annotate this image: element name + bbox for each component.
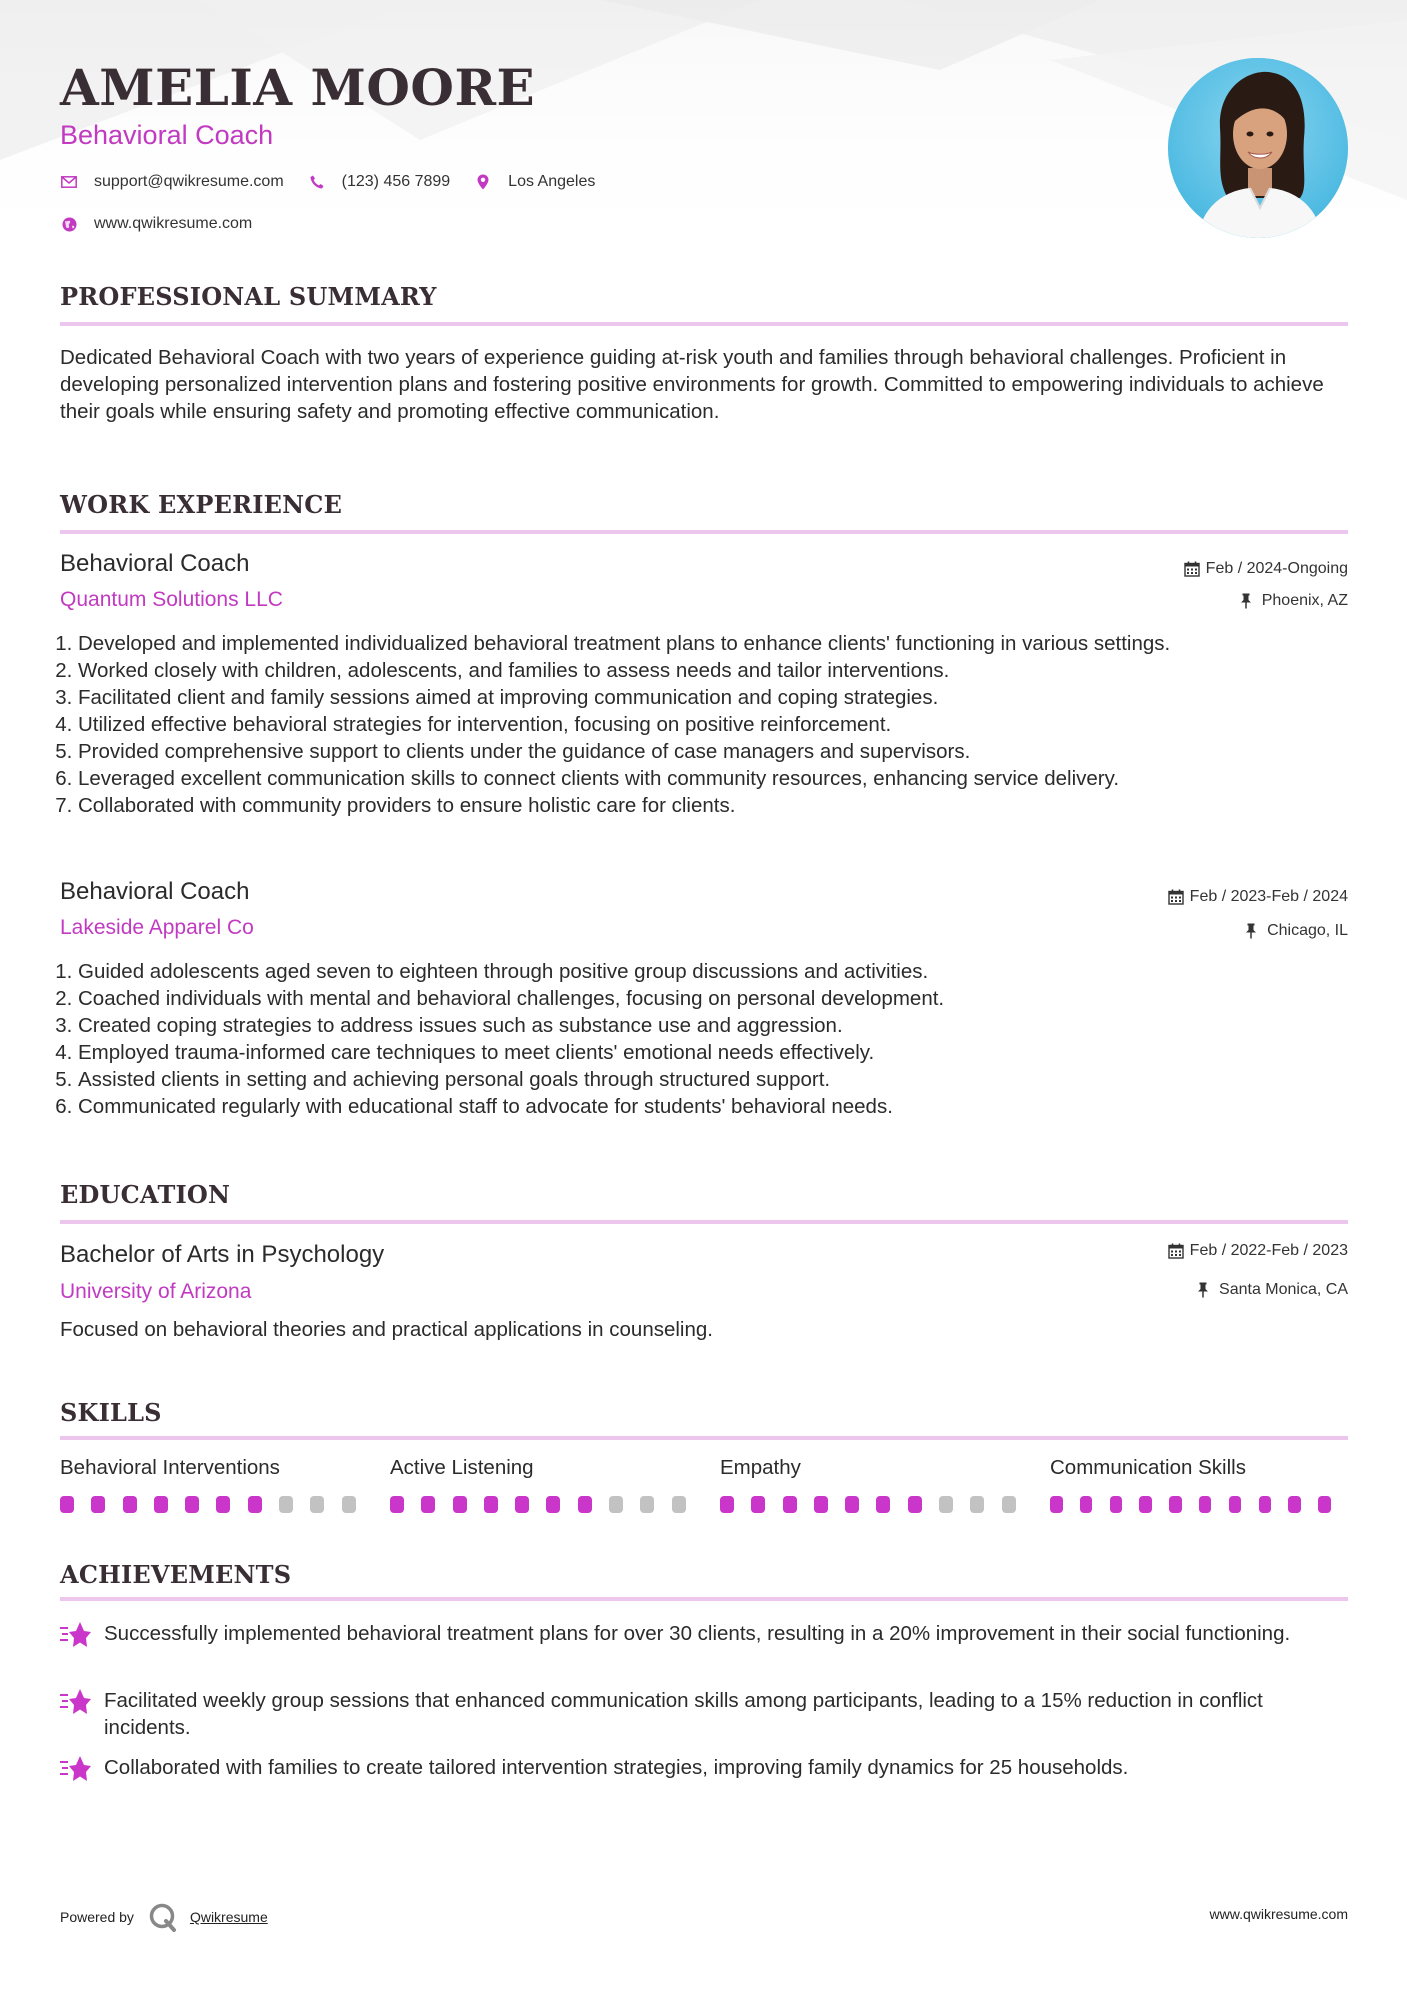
summary-text: Dedicated Behavioral Coach with two years of experience guiding at-risk youth and families through behavioral challenges. Proficient in developing personalized intervention plans and fostering positive environments for growth. Committed to empowering individuals to achieve their goals while ensuring safety and promoting effective communication. [60, 346, 1324, 423]
powered-by-label: Powered by [60, 1909, 134, 1925]
skill-level-dot [1199, 1496, 1212, 1513]
skill-level-dot [216, 1496, 230, 1513]
skill-level-dot [970, 1496, 984, 1513]
skill-level-dot [640, 1496, 654, 1513]
skill-level-dot [310, 1496, 324, 1513]
skill-level-dot [248, 1496, 262, 1513]
achievement-item [60, 1754, 1348, 1784]
skill-level-dot [390, 1496, 404, 1513]
skill-level-dot [60, 1496, 74, 1513]
calendar-icon [1168, 889, 1184, 905]
skill-level-dot [1050, 1496, 1063, 1513]
contact-row [60, 173, 619, 191]
skill-level-dot [1318, 1496, 1331, 1513]
calendar-icon [1168, 1243, 1184, 1259]
contact-website[interactable] [60, 215, 252, 233]
skill-level-dot [1229, 1496, 1242, 1513]
section-divider [60, 1597, 1348, 1601]
skill-level-dot [578, 1496, 592, 1513]
section-title-summary: PROFESSIONAL SUMMARY [60, 282, 437, 311]
candidate-name: AMELIA MOORE [60, 58, 536, 117]
job-location-text: Phoenix, AZ [1261, 592, 1348, 609]
footer-website[interactable]: www.qwikresume.com [1209, 1906, 1348, 1922]
skill-level-dot [1002, 1496, 1016, 1513]
skill-level-dot [546, 1496, 560, 1513]
skill-level-dot [421, 1496, 435, 1513]
skill-level-dot [1080, 1496, 1093, 1513]
list-item: 2. Coached individuals with mental and behavioral challenges, focusing on personal development. [78, 985, 1348, 1012]
list-item: 3. Facilitated client and family sessions aimed at improving communication and coping strategies. [78, 684, 1348, 711]
location-text: Los Angeles [508, 173, 596, 190]
job-title: Behavioral Coach [60, 878, 250, 905]
profile-photo [1168, 58, 1348, 238]
skill-level-dot [515, 1496, 529, 1513]
skill-level-dot [91, 1496, 105, 1513]
skill-item [720, 1456, 1050, 1513]
skill-level-dot [1259, 1496, 1272, 1513]
pushpin-icon [1197, 1282, 1213, 1298]
job-duties-list [60, 630, 1348, 819]
globe-icon [60, 215, 78, 233]
education-dates [1168, 1242, 1348, 1260]
education-description: Focused on behavioral theories and practical applications in counseling. [60, 1318, 713, 1341]
list-item: 1. Developed and implemented individualized behavioral treatment plans to enhance clients' functioning in various settings. [78, 630, 1348, 657]
star-icon [60, 1754, 92, 1784]
section-title-skills: SKILLS [60, 1398, 162, 1427]
skill-level-dot [342, 1496, 356, 1513]
achievement-text: Successfully implemented behavioral treatment plans for over 30 clients, resulting in a 20% improvement in their social functioning. [104, 1622, 1291, 1645]
section-divider [60, 1220, 1348, 1224]
job-location [1240, 592, 1348, 610]
footer-powered-by [60, 1902, 268, 1932]
envelope-icon [60, 173, 78, 191]
skill-level-dot [1169, 1496, 1182, 1513]
job-location-text: Chicago, IL [1267, 922, 1348, 939]
skill-level-dot [279, 1496, 293, 1513]
skill-level-dot [185, 1496, 199, 1513]
list-item: 5. Provided comprehensive support to clients under the guidance of case managers and supervisors. [78, 738, 1348, 765]
skill-level-dot [751, 1496, 765, 1513]
skill-name: Active Listening [390, 1456, 534, 1479]
skill-level-dots [720, 1496, 1050, 1513]
skill-level-dot [453, 1496, 467, 1513]
star-icon [60, 1687, 92, 1717]
map-pin-icon [474, 173, 492, 191]
contact-row-website [60, 215, 276, 233]
skill-item [390, 1456, 720, 1513]
skill-name: Behavioral Interventions [60, 1456, 280, 1479]
education-location-text: Santa Monica, CA [1219, 1281, 1348, 1298]
contact-email[interactable] [60, 173, 284, 191]
job-title: Behavioral Coach [60, 550, 250, 577]
job-dates-text: Feb / 2024-Ongoing [1205, 560, 1348, 577]
section-divider [60, 322, 1348, 326]
calendar-icon [1184, 561, 1200, 577]
email-text: support@qwikresume.com [94, 173, 284, 190]
job-dates [1168, 888, 1348, 906]
skill-level-dot [672, 1496, 686, 1513]
skill-level-dots [390, 1496, 720, 1513]
skill-level-dot [1110, 1496, 1123, 1513]
list-item: 4. Utilized effective behavioral strategies for intervention, focusing on positive reinforcement. [78, 711, 1348, 738]
job-dates-text: Feb / 2023-Feb / 2024 [1189, 888, 1348, 905]
website-text: www.qwikresume.com [94, 215, 253, 232]
achievement-item [60, 1620, 1348, 1650]
skill-level-dot [1288, 1496, 1301, 1513]
qwikresume-link[interactable]: Qwikresume [189, 1909, 268, 1925]
skill-item [1050, 1456, 1348, 1513]
phone-text: (123) 456 7899 [341, 173, 451, 190]
job-duties-list [60, 958, 1348, 1120]
section-title-experience: WORK EXPERIENCE [60, 490, 343, 519]
skill-level-dots [1050, 1496, 1348, 1513]
pushpin-icon [1245, 923, 1261, 939]
list-item: 6. Leveraged excellent communication skills to connect clients with community resources, enhancing service delivery. [78, 765, 1348, 792]
skill-level-dot [1139, 1496, 1152, 1513]
company-name: Quantum Solutions LLC [60, 588, 283, 611]
skill-level-dot [123, 1496, 137, 1513]
phone-icon [308, 173, 326, 191]
skill-level-dot [814, 1496, 828, 1513]
job-location [1245, 922, 1348, 940]
section-divider [60, 1436, 1348, 1440]
skill-level-dot [783, 1496, 797, 1513]
skills-row [60, 1456, 1348, 1513]
list-item: 1. Guided adolescents aged seven to eighteen through positive group discussions and activities. [78, 958, 1348, 985]
skill-name: Empathy [720, 1456, 801, 1479]
section-title-education: EDUCATION [60, 1180, 231, 1209]
skill-name: Communication Skills [1050, 1456, 1246, 1479]
list-item: 7. Collaborated with community providers to ensure holistic care for clients. [78, 792, 1348, 819]
section-title-achievements: ACHIEVEMENTS [60, 1560, 292, 1589]
list-item: 3. Created coping strategies to address issues such as substance use and aggression. [78, 1012, 1348, 1039]
education-dates-text: Feb / 2022-Feb / 2023 [1189, 1242, 1348, 1259]
contact-phone[interactable] [308, 173, 451, 191]
section-divider [60, 530, 1348, 534]
degree-title: Bachelor of Arts in Psychology [60, 1241, 385, 1268]
skill-level-dot [484, 1496, 498, 1513]
skill-level-dot [939, 1496, 953, 1513]
list-item: 4. Employed trauma-informed care techniques to meet clients' emotional needs effectively. [78, 1039, 1348, 1066]
qwikresume-logo-icon [148, 1902, 178, 1932]
company-name: Lakeside Apparel Co [60, 916, 254, 939]
list-item: 6. Communicated regularly with educational staff to advocate for students' behavioral needs. [78, 1093, 1348, 1120]
skill-item [60, 1456, 390, 1513]
candidate-role: Behavioral Coach [60, 120, 274, 150]
job-dates [1184, 560, 1348, 578]
achievement-text: Collaborated with families to create tailored intervention strategies, improving family dynamics for 25 households. [104, 1756, 1129, 1779]
list-item: 5. Assisted clients in setting and achieving personal goals through structured support. [78, 1066, 1348, 1093]
skill-level-dot [154, 1496, 168, 1513]
star-icon [60, 1620, 92, 1650]
skill-level-dot [876, 1496, 890, 1513]
achievement-item [60, 1687, 1348, 1741]
list-item: 2. Worked closely with children, adolescents, and families to assess needs and tailor interventions. [78, 657, 1348, 684]
school-name: University of Arizona [60, 1280, 252, 1303]
skill-level-dots [60, 1496, 390, 1513]
contact-location [474, 173, 595, 191]
achievement-text: Facilitated weekly group sessions that enhanced communication skills among participants, leading to a 15% reduction in conflict incidents. [104, 1689, 1263, 1739]
skill-level-dot [609, 1496, 623, 1513]
education-location [1197, 1281, 1348, 1299]
skill-level-dot [845, 1496, 859, 1513]
skill-level-dot [720, 1496, 734, 1513]
pushpin-icon [1240, 593, 1256, 609]
skill-level-dot [908, 1496, 922, 1513]
